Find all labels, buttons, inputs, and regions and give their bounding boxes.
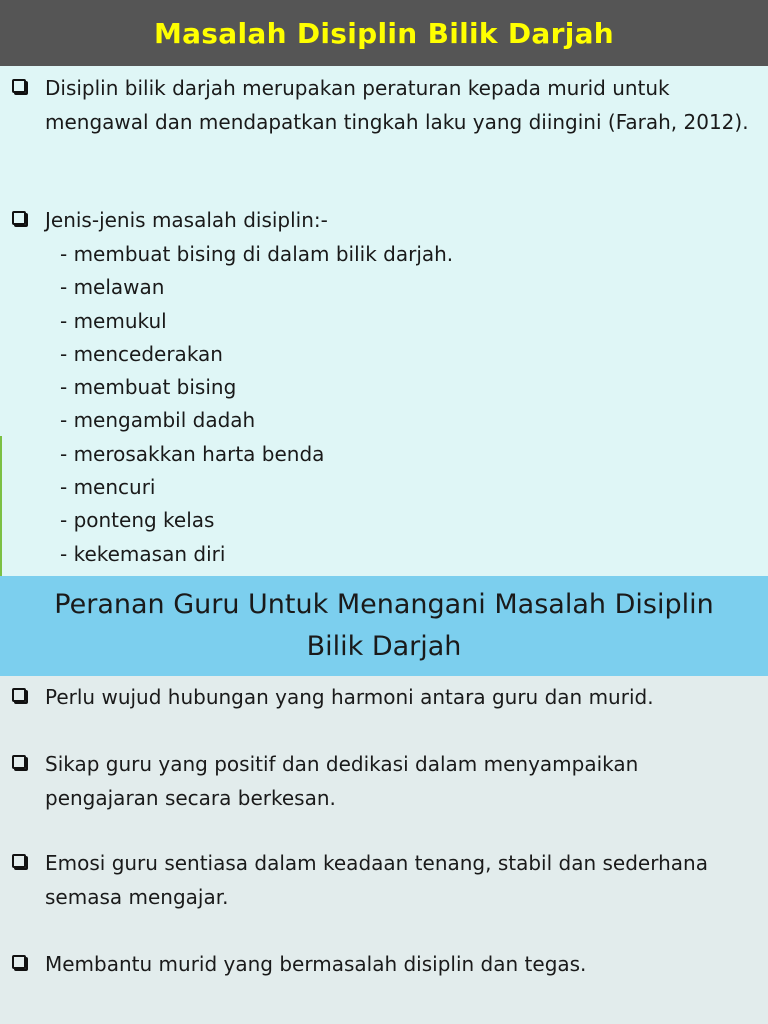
slide2-title-line1: Peranan Guru Untuk Menangani Masalah Disiplin xyxy=(54,589,714,620)
teacher-role-item xyxy=(12,948,757,982)
slide-title: Masalah Disiplin Bilik Darjah xyxy=(153,16,615,50)
list-item: - mencuri xyxy=(60,475,156,500)
list-item: - merosakkan harta benda xyxy=(60,441,325,466)
bullet-text: Membantu murid yang bermasalah disiplin dan tegas. xyxy=(45,952,587,976)
bullet-jenis-masalah xyxy=(12,204,760,238)
slide2-title-line2: Bilik Darjah xyxy=(306,631,462,662)
list-item: - membuat bising xyxy=(60,375,237,400)
slide2-title xyxy=(4,584,764,668)
checkbox-bullet-icon xyxy=(12,688,26,702)
bullet-text: Emosi guru sentiasa dalam keadaan tenang, stabil dan sederhana semasa mengajar. xyxy=(45,851,708,909)
list-item: - memukul xyxy=(60,308,167,333)
bullet-definition xyxy=(12,72,760,139)
teacher-role-item xyxy=(12,681,757,715)
list-item: - kekemasan diri xyxy=(60,541,226,566)
checkbox-bullet-icon xyxy=(12,854,26,868)
list-item: - membuat bising di dalam bilik darjah. xyxy=(60,242,454,266)
slide2-header xyxy=(0,576,768,676)
bullet-text: Jenis-jenis masalah disiplin:- xyxy=(45,208,328,232)
discipline-problem-list xyxy=(60,238,453,571)
checkbox-bullet-icon xyxy=(12,79,26,93)
bullet-text: Disiplin bilik darjah merupakan peraturan kepada murid untuk mengawal dan mendapatkan tingkah laku yang diingini (Farah, 2012). xyxy=(45,76,749,134)
left-accent-bar xyxy=(0,436,2,576)
checkbox-bullet-icon xyxy=(12,955,26,969)
title-bar xyxy=(0,0,768,66)
teacher-role-item xyxy=(12,847,757,914)
list-item: - melawan xyxy=(60,275,165,300)
list-item: - ponteng kelas xyxy=(60,508,215,533)
list-item: - mengambil dadah xyxy=(60,408,256,433)
checkbox-bullet-icon xyxy=(12,755,26,769)
slide-peranan-guru xyxy=(0,576,768,1024)
bullet-text: Perlu wujud hubungan yang harmoni antara guru dan murid. xyxy=(45,685,654,709)
teacher-role-item xyxy=(12,748,757,815)
list-item: - mencederakan xyxy=(60,341,223,366)
bullet-text: Sikap guru yang positif dan dedikasi dalam menyampaikan pengajaran secara berkesan. xyxy=(45,752,639,810)
checkbox-bullet-icon xyxy=(12,211,26,225)
